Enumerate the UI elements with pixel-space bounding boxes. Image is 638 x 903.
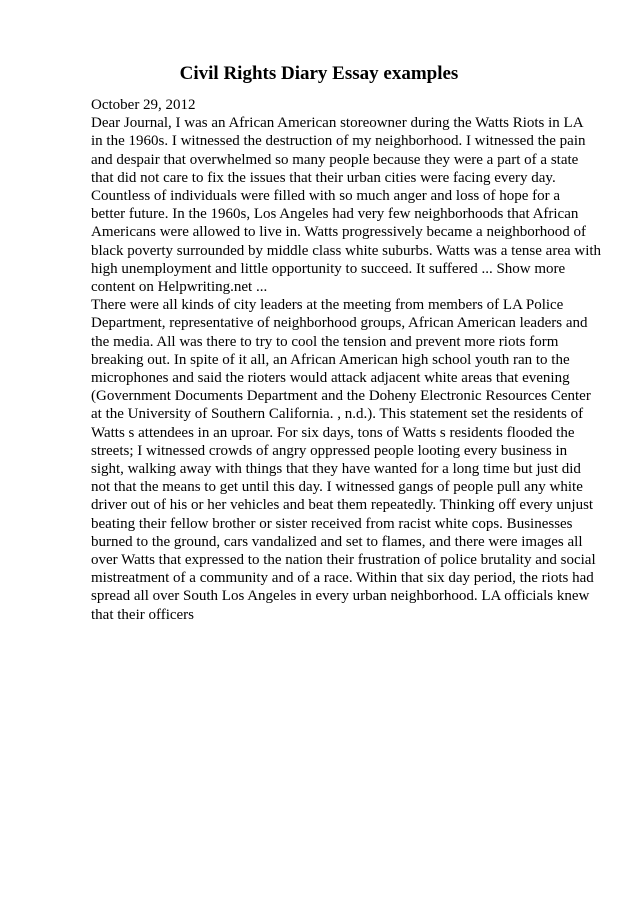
body-line: Countless of individuals were filled with so much anger and loss of hope for a [91,188,561,205]
body-line: microphones and said the rioters would attack adjacent white areas that evening [91,370,570,387]
body-line: streets; I witnessed crowds of angry oppressed people looting every business in [91,442,568,459]
body-line: spread all over South Los Angeles in every urban neighborhood. LA officials knew [91,588,590,605]
body-line: October 29, 2012 [91,97,196,113]
body-line: better future. In the 1960s, Los Angeles had very few neighborhoods that African [91,206,579,223]
document-title: Civil Rights Diary Essay examples [179,63,459,84]
body-line: beating their fellow brother or sister received from racist white cops. Businesses [91,515,573,532]
body-line: in the 1960s. I witnessed the destruction of my neighborhood. I witnessed the pain [91,133,586,150]
body-line: not that the means to get until this day. I witnessed gangs of people pull any white [91,479,583,496]
document-body [91,96,611,624]
body-line: (Government Documents Department and the Doheny Electronic Resources Center [91,388,591,405]
body-line: mistreatment of a community and of a race. Within that six day period, the riots had [91,570,594,587]
body-line: Americans were allowed to live in. Watts progressively became a neighborhood of [91,224,587,241]
body-line: Department, representative of neighborhood groups, African American leaders and [91,315,588,332]
body-line: and despair that overwhelmed so many people because they were a part of a state [91,151,579,168]
body-line: at the University of Southern California. , n.d.). This statement set the residents of [91,406,584,423]
body-line: the media. All was there to try to cool the tension and prevent more riots form [91,333,559,350]
body-line: Dear Journal, I was an African American storeowner during the Watts Riots in LA [91,115,584,132]
body-line: content on Helpwriting.net ... [91,279,268,296]
body-line: over Watts that expressed to the nation their frustration of police brutality and social [91,552,596,569]
body-line: black poverty surrounded by middle class white suburbs. Watts was a tense area with [91,242,602,259]
body-line: burned to the ground, cars vandalized and set to flames, and there were images all [91,533,583,550]
body-line: that their officers [91,606,195,623]
body-line: that did not care to fix the issues that their urban cities were facing every day. [91,169,556,186]
body-line: sight, walking away with things that they have wanted for a long time but just did [91,461,581,478]
body-line: Watts s attendees in an uproar. For six days, tons of Watts s residents flooded the [91,424,575,441]
body-line: breaking out. In spite of it all, an African American high school youth ran to the [91,351,570,368]
body-line: high unemployment and little opportunity to succeed. It suffered ... Show more [91,260,566,277]
body-line: driver out of his or her vehicles and beat them repeatedly. Thinking off every unjust [91,497,594,514]
body-line: There were all kinds of city leaders at the meeting from members of LA Police [91,297,564,314]
